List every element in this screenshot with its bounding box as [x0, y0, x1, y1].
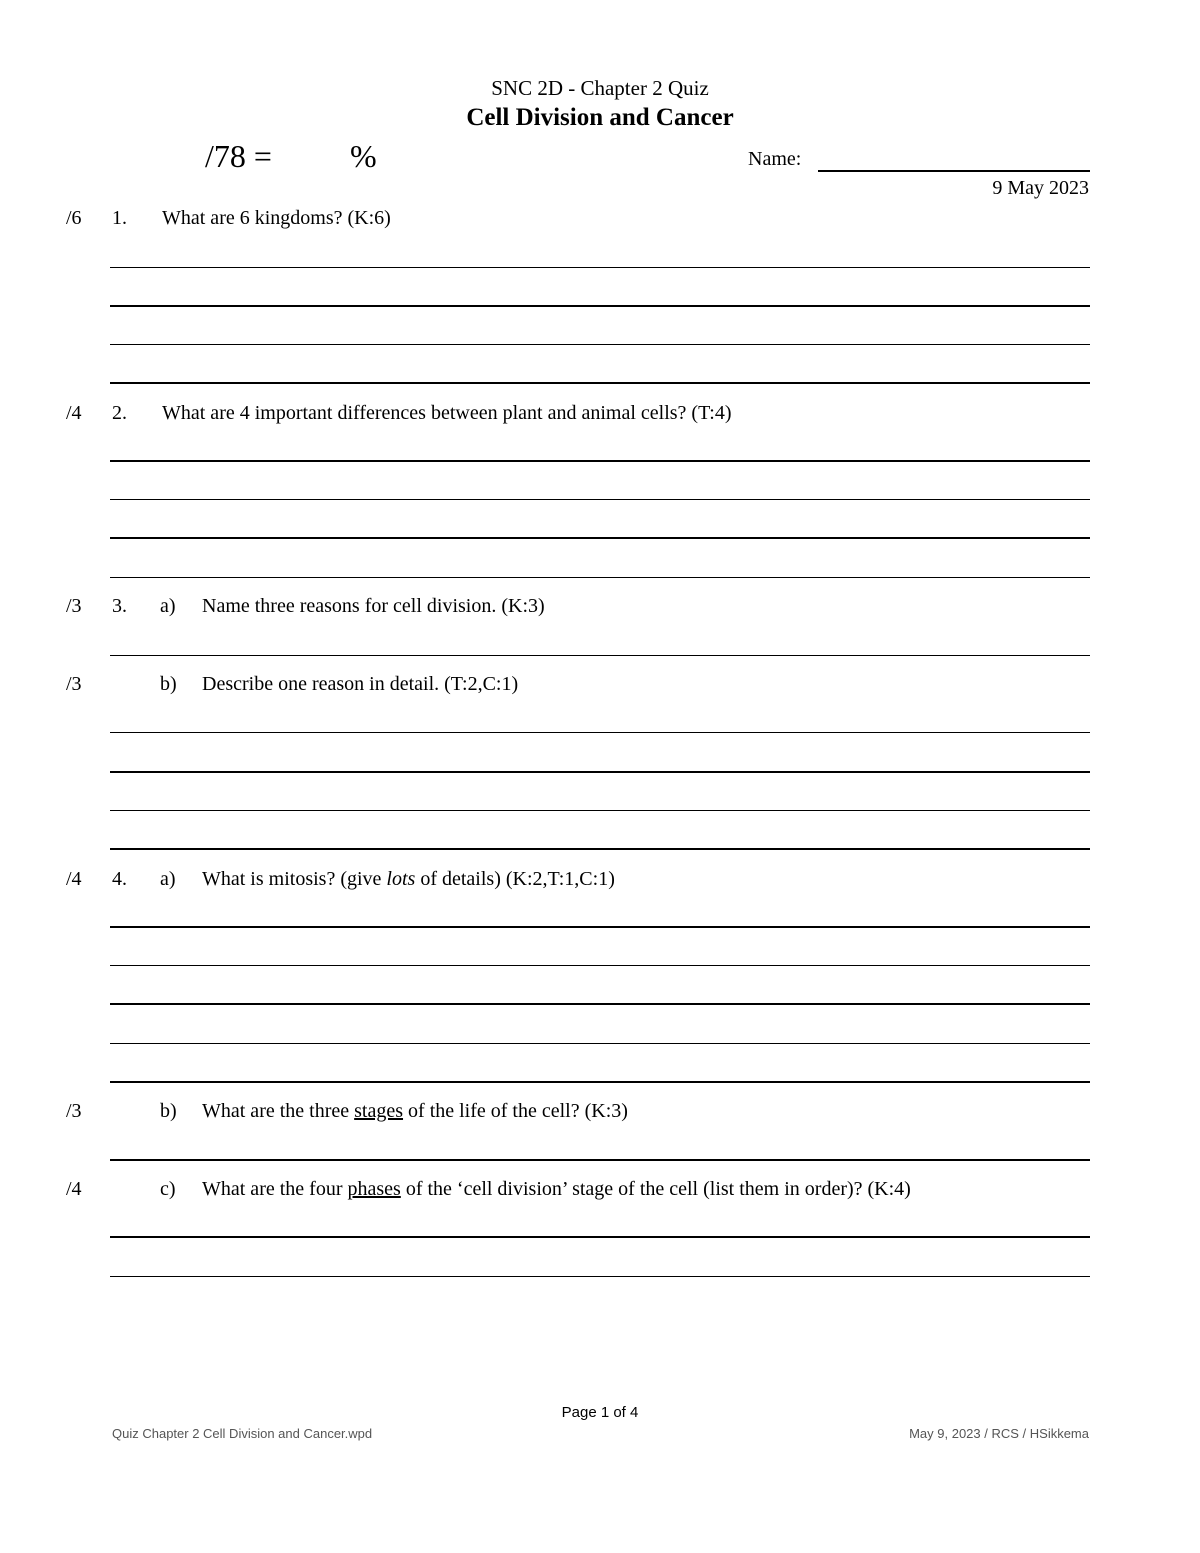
question-1-text: What are 6 kingdoms? (K:6) [162, 207, 391, 229]
answer-line[interactable] [110, 382, 1090, 384]
question-4a-part: a) [160, 868, 176, 890]
answer-line[interactable] [110, 499, 1090, 500]
answer-line[interactable] [110, 305, 1090, 307]
question-4c-score: /4 [66, 1178, 82, 1200]
answer-line[interactable] [110, 771, 1090, 773]
question-4b-text: What are the three stages of the life of the cell? (K:3) [202, 1100, 628, 1122]
question-3b-score: /3 [66, 673, 82, 695]
answer-line[interactable] [110, 577, 1090, 578]
question-3a-text: Name three reasons for cell division. (K:3) [202, 595, 545, 617]
question-3b-part: b) [160, 673, 177, 695]
answer-line[interactable] [110, 1081, 1090, 1083]
question-2-text: What are 4 important differences between plant and animal cells? (T:4) [162, 402, 732, 424]
name-label: Name: [748, 148, 802, 170]
answer-line[interactable] [110, 1159, 1090, 1161]
question-3a-score: /3 [66, 595, 82, 617]
question-1-score: /6 [66, 207, 82, 229]
score-total: /78 = [205, 138, 272, 174]
question-4-number: 4. [112, 868, 127, 890]
name-field-line[interactable] [818, 170, 1090, 172]
question-2-score: /4 [66, 402, 82, 424]
answer-line[interactable] [110, 344, 1090, 345]
answer-line[interactable] [110, 1043, 1090, 1044]
question-1-number: 1. [112, 207, 127, 229]
question-4c-text: What are the four phases of the ‘cell division’ stage of the cell (list them in order)? (K:4) [202, 1178, 911, 1200]
question-4c-part: c) [160, 1178, 176, 1200]
answer-line[interactable] [110, 460, 1090, 462]
footer-credit: May 9, 2023 / RCS / HSikkema [909, 1426, 1089, 1441]
question-3-number: 3. [112, 595, 127, 617]
footer-filename: Quiz Chapter 2 Cell Division and Cancer.wpd [112, 1426, 373, 1441]
question-4b-part: b) [160, 1100, 177, 1122]
question-2-number: 2. [112, 402, 127, 424]
answer-line[interactable] [110, 1276, 1090, 1277]
answer-line[interactable] [110, 655, 1090, 656]
answer-line[interactable] [110, 810, 1090, 811]
underlined-term: phases [347, 1178, 401, 1200]
question-4a-text: What is mitosis? (give lots of details) (K:2,T:1,C:1) [202, 868, 615, 890]
answer-line[interactable] [110, 537, 1090, 539]
quiz-title: Cell Division and Cancer [466, 104, 734, 131]
answer-line[interactable] [110, 965, 1090, 966]
answer-line[interactable] [110, 732, 1090, 733]
course-title: SNC 2D - Chapter 2 Quiz [491, 76, 709, 100]
answer-line[interactable] [110, 1003, 1090, 1005]
percent-sign: % [350, 138, 377, 174]
answer-line[interactable] [110, 1236, 1090, 1238]
question-3a-part: a) [160, 595, 176, 617]
answer-line[interactable] [110, 848, 1090, 850]
quiz-date: 9 May 2023 [992, 177, 1089, 199]
emphasis-text: lots [386, 868, 416, 890]
question-4b-score: /3 [66, 1100, 82, 1122]
question-3b-text: Describe one reason in detail. (T:2,C:1) [202, 673, 519, 695]
underlined-term: stages [354, 1100, 404, 1122]
answer-line[interactable] [110, 267, 1090, 268]
question-4a-score: /4 [66, 868, 82, 890]
answer-line[interactable] [110, 926, 1090, 928]
page-number: Page 1 of 4 [561, 1404, 639, 1421]
